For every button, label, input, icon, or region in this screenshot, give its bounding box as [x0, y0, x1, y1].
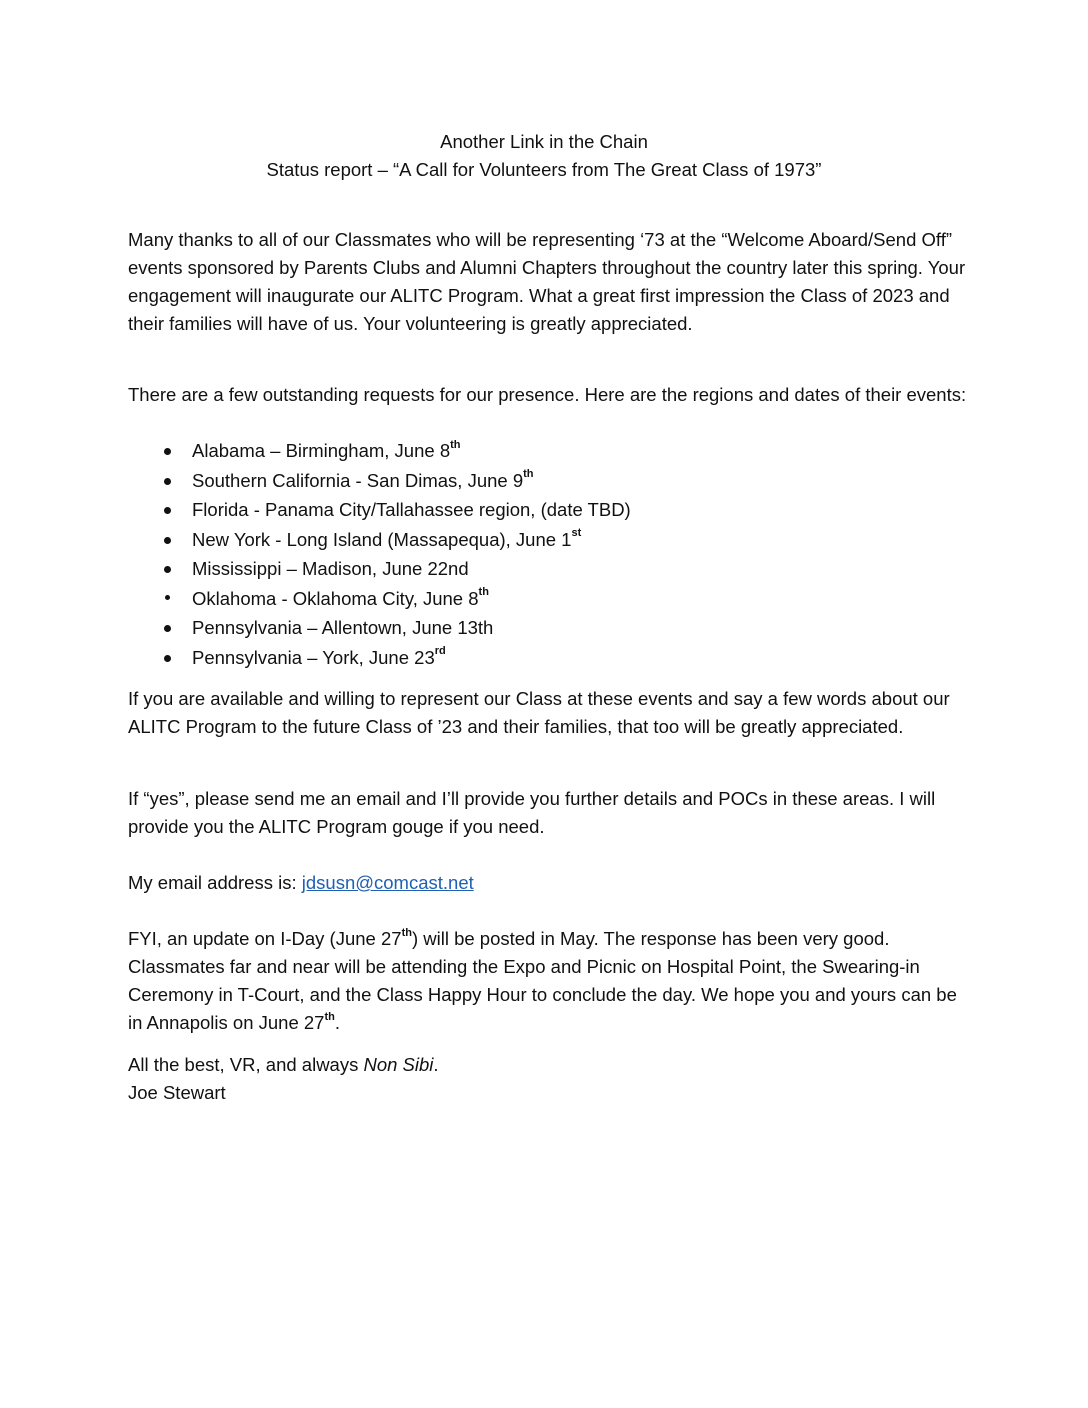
bullet-icon: [164, 478, 171, 485]
email-link[interactable]: jdsusn@comcast.net: [301, 872, 474, 893]
intro-paragraph: Many thanks to all of our Classmates who will be representing ‘73 at the “Welcome Aboard/Send Off” events sponsored by Parents Clubs and Alumni Chapters throughout the country later this spring. Your engagement will inaugurate our ALITC Program. What a great first impression the Class of 2023 and their families will have of us. Your volunteering is greatly appreciated.: [128, 229, 966, 334]
signature: Joe Stewart: [128, 1082, 226, 1103]
bullet-icon: [164, 448, 171, 455]
volunteer-paragraph: If you are available and willing to represent our Class at these events and say a few words about our ALITC Program to the future Class of ’23 and their families, that too will be greatly appreciated.: [128, 688, 950, 737]
list-item: Pennsylvania – Allentown, June 13th: [128, 613, 968, 643]
email-label: My email address is:: [128, 872, 302, 893]
bullet-icon: [164, 507, 171, 514]
list-item: Florida - Panama City/Tallahassee region, (date TBD): [128, 495, 968, 525]
list-item: Southern California - San Dimas, June 9th: [128, 466, 968, 496]
list-item: Alabama – Birmingham, June 8th: [128, 436, 968, 466]
contact-paragraph: If “yes”, please send me an email and I’ll provide you further details and POCs in these areas. I will provide you the ALITC Program gouge if you need.: [128, 788, 936, 837]
bullet-icon: [164, 566, 171, 573]
bullet-icon: [164, 655, 171, 662]
iday-paragraph: FYI, an update on I-Day (June 27th) will be posted in May. The response has been very good. Classmates far and near will be attending the Expo and Picnic on Hospital Point, the Swearing-in Ceremony in T-Court, and the Class Happy Hour to conclude the day. We hope you and yours can be in Annapolis on June 27th.: [128, 926, 957, 1033]
list-item: Mississippi – Madison, June 22nd: [128, 554, 968, 584]
list-item: Oklahoma - Oklahoma City, June 8th: [128, 584, 968, 614]
closing-line: All the best, VR, and always Non Sibi.: [128, 1054, 439, 1075]
list-item: Pennsylvania – York, June 23rd: [128, 643, 968, 673]
bullet-icon: [164, 625, 171, 632]
email-line: [128, 869, 968, 897]
events-list: [128, 436, 968, 672]
list-item: New York - Long Island (Massapequa), June 1st: [128, 525, 968, 555]
bullet-icon: [164, 537, 171, 544]
requests-paragraph: There are a few outstanding requests for our presence. Here are the regions and dates of their events:: [128, 384, 967, 405]
document-title: Another Link in the Chain: [440, 131, 648, 152]
bullet-icon: [165, 595, 170, 600]
document-subtitle: Status report – “A Call for Volunteers from The Great Class of 1973”: [266, 159, 822, 180]
